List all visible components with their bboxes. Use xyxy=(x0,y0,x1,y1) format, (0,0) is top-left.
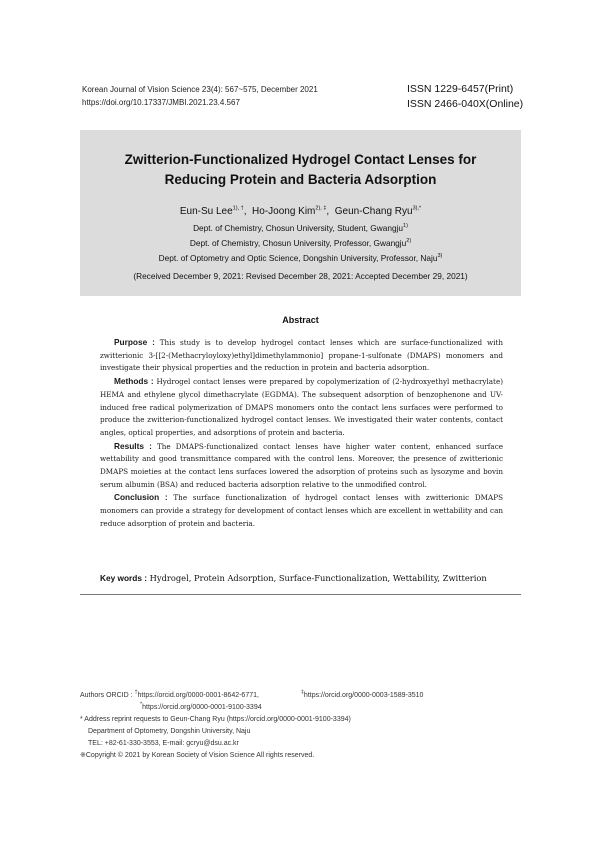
section-divider xyxy=(80,594,521,595)
journal-header xyxy=(82,83,318,109)
doi-link[interactable]: https://doi.org/10.17337/JMBI.2021.23.4.567 xyxy=(82,98,240,107)
orcid-link[interactable]: https://orcid.org/0000-0001-8642-6771, xyxy=(137,692,259,699)
methods-label: Methods : xyxy=(114,376,154,387)
title-line-2: Reducing Protein and Bacteria Adsorption xyxy=(164,172,437,187)
reprint-request: * Address reprint requests to Geun-Chang Ryu (https://orcid.org/0000-0001-9100-3394) xyxy=(80,716,351,723)
orcid-line-1 xyxy=(80,690,521,702)
journal-citation: Korean Journal of Vision Science 23(4): 567~575, December 2021 xyxy=(82,85,318,94)
orcid-link[interactable]: https://orcid.org/0000-0003-1589-3510 xyxy=(303,692,424,699)
received-dates: (Received December 9, 2021: Revised December 28, 2021: Accepted December 29, 2021) xyxy=(133,271,468,281)
author-name: Geun-Chang Ryu xyxy=(334,206,413,217)
title-line-1: Zwitterion-Functionalized Hydrogel Contact Lenses for xyxy=(124,152,477,167)
author-name: Eun-Su Lee xyxy=(179,206,233,217)
methods-text: Hydrogel contact lenses were prepared by copolymerization of (2-hydroxyethyl methacrylate) HEMA and ethylene glycol dimethacrylate (EGDMA). The subsequent adsorption of benzophenone and UV-induced free radical polymerization of DMAPS monomers onto the contact lens surfaces were performed to produce the zwitterion-functionalized hydrogel contact lenses. We investigated their water contents, contact angles, optical properties, and adsorptions of protein and bacteria. xyxy=(100,377,503,437)
affiliation xyxy=(80,238,521,248)
purpose-label: Purpose : xyxy=(114,337,155,347)
affiliation xyxy=(80,253,521,263)
orcid-mark: * xyxy=(140,701,143,708)
author-sup: 1), † xyxy=(232,205,244,212)
keywords xyxy=(100,573,503,583)
conclusion-text: The surface functionalization of hydrogel contact lenses with zwitterionic DMAPS monomers can provide a strategy for development of contact lenses which are excellent in wettability and can reduce adsorption of protein and bacteria. xyxy=(100,493,503,528)
abstract-heading: Abstract xyxy=(282,315,319,325)
reprint-department: Department of Optometry, Dongshin University, Naju xyxy=(88,728,251,735)
affiliation-sup: 1) xyxy=(403,223,408,230)
abstract-purpose xyxy=(100,336,503,375)
results-text: The DMAPS-functionalized contact lenses have higher water content, enhanced surface wettability and good transmittance compared with the control lens. Moreover, the presence of zwitterionic DMAPS moieties at the contact lens surfaces lowered the adsorption of proteins such as lysozyme and bovin serum albumin (BSA) and reduced bacteria adsorption relative to the unmodified control. xyxy=(100,441,503,489)
results-label: Results : xyxy=(114,440,152,451)
conclusion-label: Conclusion : xyxy=(114,492,168,503)
orcid-label: Authors ORCID : xyxy=(80,692,133,699)
author-list: Eun-Su Lee$^{1), \dagger}$, Ho-Joong Kim$^{2), \ddagger}$, Geun-Chang Ryu$^{3),*}$ xyxy=(179,205,422,217)
issn-block xyxy=(407,82,523,112)
purpose-text: This study is to develop hydrogel contact lenses which are surface-functionalized with zwitterionic 3-[[2-(Methacryloyloxy)ethyl]dimethylammonio] propane-1-sulfonate (DMAPS) monomers and investigate their physical properties and the reduction in protein and bacteria adsorption. xyxy=(100,338,503,373)
abstract-methods xyxy=(100,375,503,440)
abstract-conclusion xyxy=(100,491,503,530)
paper-title xyxy=(80,150,521,190)
issn-print: ISSN 1229-6457(Print) xyxy=(407,83,514,95)
copyright-notice: ※Copyright © 2021 by Korean Society of Vision Science All rights reserved. xyxy=(80,752,315,759)
keywords-label: Key words : xyxy=(100,573,148,583)
abstract-body xyxy=(100,336,503,531)
issn-online: ISSN 2466-040X(Online) xyxy=(407,98,524,110)
affiliation-sup: 2) xyxy=(406,238,412,245)
affiliation xyxy=(80,223,521,233)
orcid-mark: ‡ xyxy=(300,689,304,696)
keywords-text: Hydrogel, Protein Adsorption, Surface-Functionalization, Wettability, Zwitterion xyxy=(149,573,487,583)
reprint-contact: TEL: +82-61-330-3553, E-mail: gcryu@dsu.ac.kr xyxy=(88,740,239,747)
affiliation-sup: 3) xyxy=(437,253,443,260)
affiliation-text: Dept. of Chemistry, Chosun University, Professor, Gwangju xyxy=(189,238,407,248)
author-sup: 2), ‡ xyxy=(315,205,327,212)
affiliation-text: Dept. of Chemistry, Chosun University, Student, Gwangju xyxy=(193,223,404,233)
affiliation-text: Dept. of Optometry and Optic Science, Dongshin University, Professor, Naju xyxy=(158,253,438,263)
orcid-link[interactable]: https://orcid.org/0000-0001-9100-3394 xyxy=(142,704,262,711)
author-name: Ho-Joong Kim xyxy=(252,206,316,217)
footnotes xyxy=(80,690,521,762)
orcid-line-2 xyxy=(80,702,521,714)
author-sup: 3),* xyxy=(412,205,422,212)
abstract-results xyxy=(100,440,503,492)
orcid-mark: † xyxy=(134,689,138,696)
